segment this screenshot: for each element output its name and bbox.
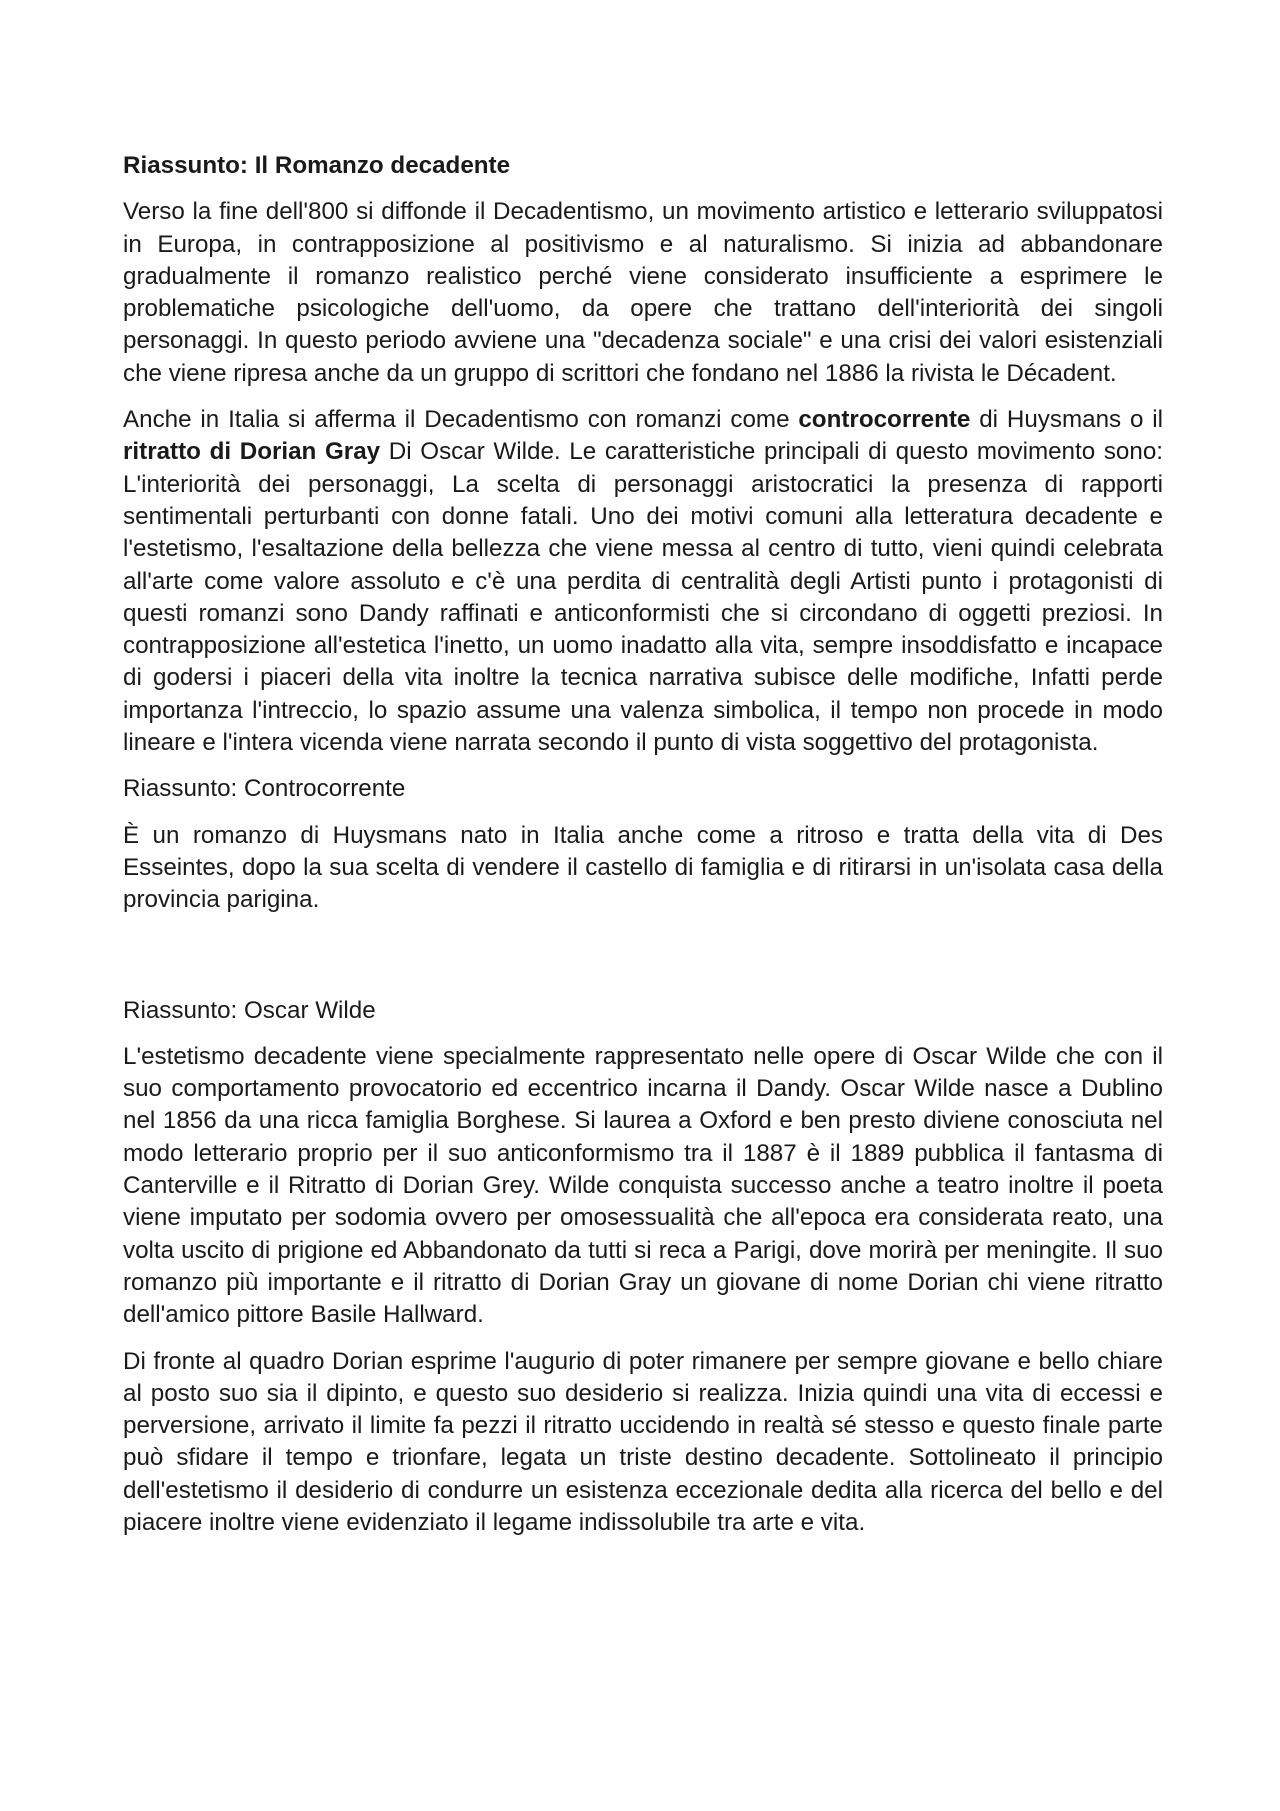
bold-title-dorian-gray: ritratto di Dorian Gray xyxy=(123,438,381,466)
paragraph-decadentismo-italia xyxy=(123,404,1163,759)
paragraph-controcorrente: È un romanzo di Huysmans nato in Italia anche come a ritroso e tratta della vita di Des Esseintes, dopo la sua scelta di vendere il castello di famiglia e di ritirarsi in un'isolata casa della provincia parigina. xyxy=(123,821,1163,914)
section-title-oscar-wilde: Riassunto: Oscar Wilde xyxy=(123,996,376,1024)
paragraph-decadentismo-intro: Verso la fine dell'800 si diffonde il Decadentismo, un movimento artistico e letterario sviluppatosi in Europa, in contrapposizione al positivismo e al naturalismo. Si inizia ad abbandonare gradualmente il romanzo realistico perché viene considerato insufficiente a esprimere le problematiche psicologiche dell'uomo, da opere che trattano dell'interiorità dei singoli personaggi. In questo periodo avviene una "decadenza sociale" e una crisi dei valori esistenziali che viene ripresa anche da un gruppo di scrittori che fondano nel 1886 la rivista le Décadent. xyxy=(123,198,1163,387)
section-title-controcorrente: Riassunto: Controcorrente xyxy=(123,775,406,803)
section-title-romanzo-decadente: Riassunto: Il Romanzo decadente xyxy=(123,152,511,179)
paragraph-oscar-wilde-bio: L'estetismo decadente viene specialmente rappresentato nelle opere di Oscar Wilde che con il suo comportamento provocatorio ed eccentrico incarna il Dandy. Oscar Wilde nasce a Dublino nel 1856 da una ricca famiglia Borghese. Si laurea a Oxford e ben presto diviene conosciuta nel modo letterario proprio per il suo anticonformismo tra il 1887 è il 1889 pubblica il fantasma di Canterville e il Ritratto di Dorian Grey. Wilde conquista successo anche a teatro inoltre il poeta viene imputato per sodomia ovvero per omosessualità che all'epoca era considerata reato, una volta uscito di prigione ed Abbandonato da tutti si reca a Parigi, dove morirà per meningite. Il suo romanzo più importante e il ritratto di Dorian Gray un giovane di nome Dorian chi viene ritratto dell'amico pittore Basile Hallward. xyxy=(123,1042,1163,1329)
document-page xyxy=(123,150,1163,1553)
spacer xyxy=(123,931,1163,995)
paragraph-text: Di Oscar Wilde. Le caratteristiche principali di questo movimento sono: L'interiorità dei personaggi, La scelta di personaggi aristocratici la presenza di rapporti sentimentali perturbanti con donne fatali. Uno dei motivi comuni alla letteratura decadente e l'estetismo, l'esaltazione della bellezza che viene messa al centro di tutto, vieni quindi celebrata all'arte come valore assoluto e c'è una perdita di centralità degli Artisti punto i protagonisti di questi romanzi sono Dandy raffinati e anticonformisti che si circondano di oggetti preziosi. In contrapposizione all'estetica l'inetto, un uomo inadatto alla vita, sempre insoddisfatto e incapace di godersi i piaceri della vita inoltre la tecnica narrativa subisce delle modifiche, Infatti perde importanza l'intreccio, lo spazio assume una valenza simbolica, il tempo non procede in modo lineare e l'intera vicenda viene narrata secondo il punto di vista soggettivo del protagonista. xyxy=(123,438,1163,757)
paragraph-dorian-gray-plot: Di fronte al quadro Dorian esprime l'augurio di poter rimanere per sempre giovane e bello chiare al posto suo sia il dipinto, e questo suo desiderio si realizza. Inizia quindi una vita di eccessi e perversione, arrivato il limite fa pezzi il ritratto uccidendo in realtà sé stesso e questo finale parte può sfidare il tempo e trionfare, legata un triste destino decadente. Sottolineato il principio dell'estetismo il desiderio di condurre un esistenza eccezionale dedita alla ricerca del bello e del piacere inoltre viene evidenziato il legame indissolubile tra arte e vita. xyxy=(123,1347,1163,1536)
paragraph-text: Anche in Italia si afferma il Decadentismo con romanzi come xyxy=(123,406,799,434)
paragraph-text: di Huysmans o il xyxy=(970,406,1163,434)
bold-title-controcorrente: controcorrente xyxy=(798,406,971,434)
